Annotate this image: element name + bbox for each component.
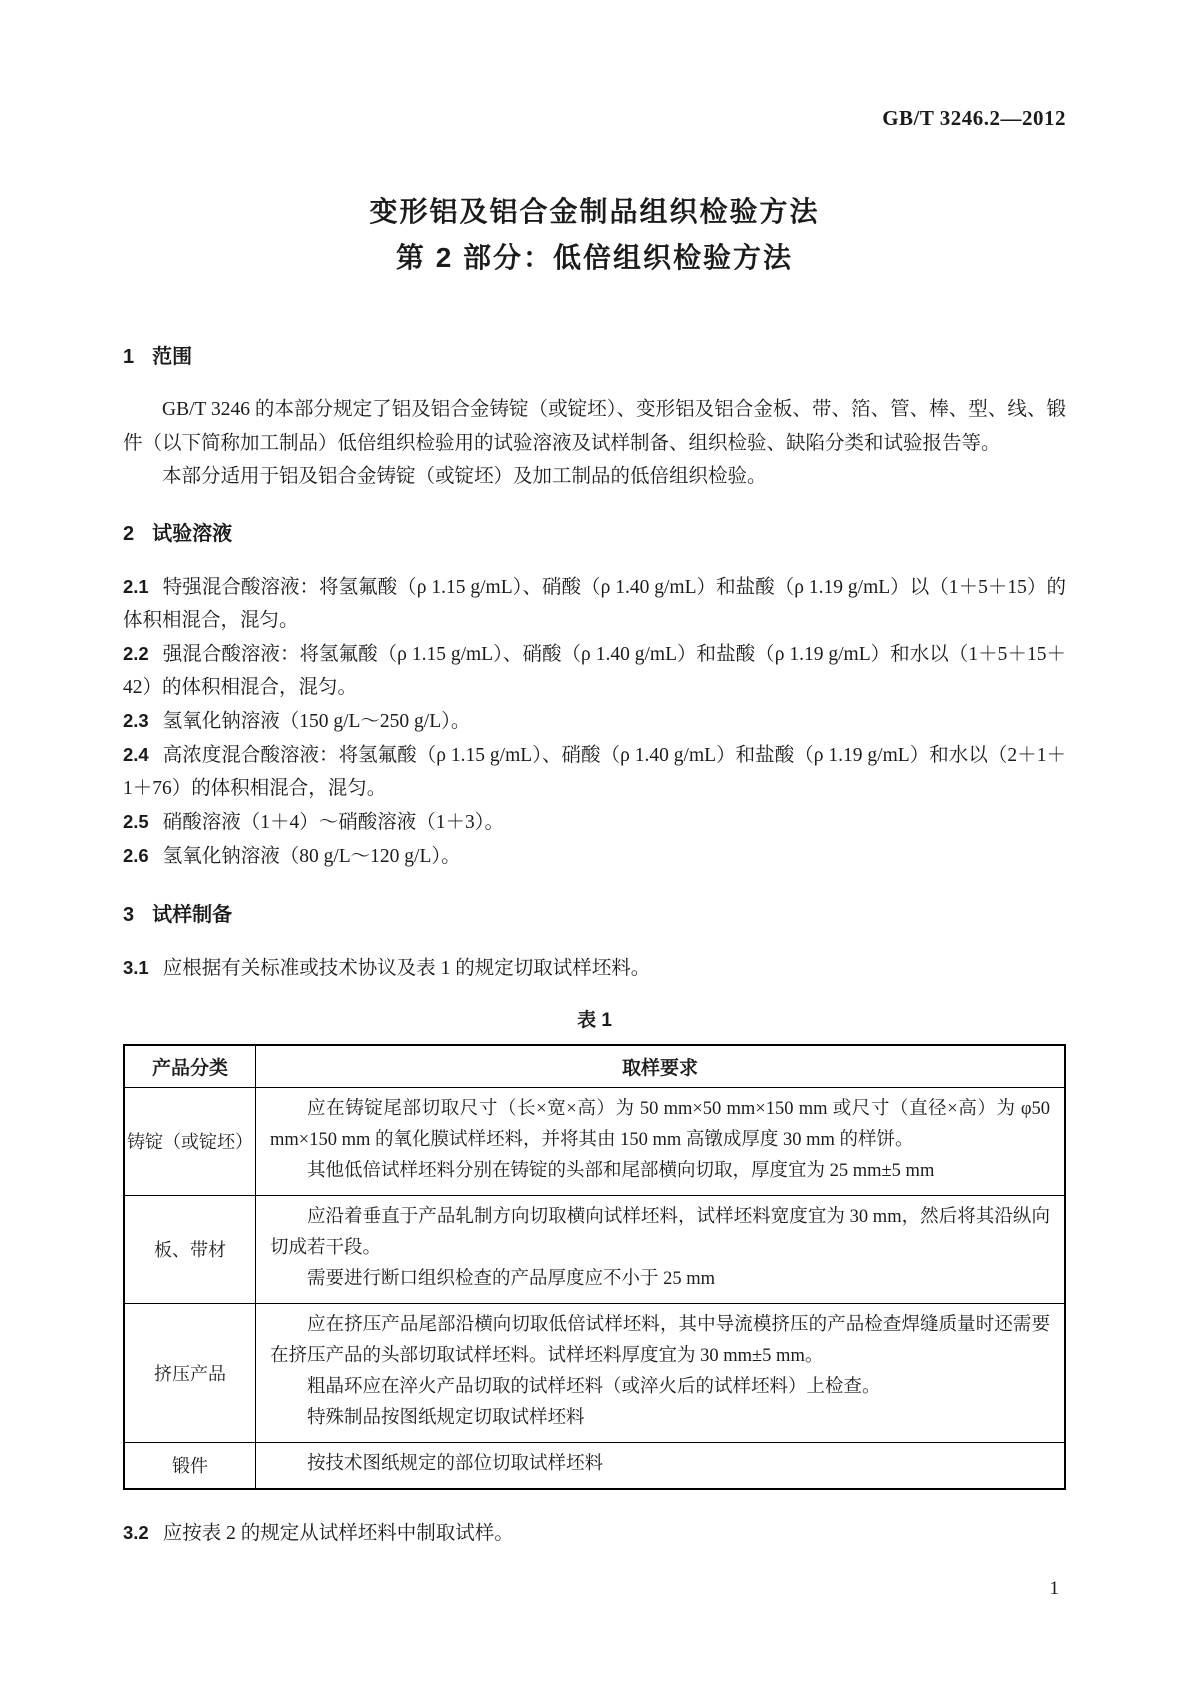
clause-2-6 xyxy=(123,839,1066,873)
clause-2-6-number: 2.6 xyxy=(123,844,149,866)
clause-2-1 xyxy=(123,570,1066,637)
clause-2-1-text: 特强混合酸溶液：将氢氟酸（ρ 1.15 g/mL）、硝酸（ρ 1.40 g/mL）和盐酸（ρ 1.19 g/mL）以（1＋5＋15）的体积相混合，混匀。 xyxy=(123,576,1066,631)
table-paragraph: 粗晶环应在淬火产品切取的试样坯料（或淬火后的试样坯料）上检查。 xyxy=(307,1376,881,1397)
section-1-heading xyxy=(123,345,1066,369)
table-paragraph: 应在挤压产品尾部沿横向切取低倍试样坯料，其中导流模挤压的产品检查焊缝质量时还需要在挤压产品的头部切取试样坯料。试样坯料厚度宜为 30 mm±5 mm。 xyxy=(270,1314,1050,1366)
table-1 xyxy=(123,1044,1066,1490)
table-1-caption: 表 1 xyxy=(577,1009,612,1031)
clause-2-2-number: 2.2 xyxy=(123,642,149,664)
table-paragraph: 需要进行断口组织检查的产品厚度应不小于 25 mm xyxy=(307,1268,716,1289)
document-title-line1: 变形铝及铝合金制品组织检验方法 xyxy=(369,196,820,227)
table-header-requirement: 取样要求 xyxy=(256,1045,1066,1088)
clause-3-1-text: 应根据有关标准或技术协议及表 1 的规定切取试样坯料。 xyxy=(162,957,651,979)
clause-2-4-text: 高浓度混合酸溶液：将氢氟酸（ρ 1.15 g/mL）、硝酸（ρ 1.40 g/mL）和盐酸（ρ 1.19 g/mL）和水以（2＋1＋1＋76）的体积相混合，混匀。 xyxy=(123,744,1066,799)
clause-3-1 xyxy=(123,951,1066,985)
clause-2-3-number: 2.3 xyxy=(123,709,149,731)
table-paragraph: 其他低倍试样坯料分别在铸锭的头部和尾部横向切取，厚度宜为 25 mm±5 mm xyxy=(307,1160,935,1181)
table-cell-requirement xyxy=(256,1195,1066,1303)
section-3-heading xyxy=(123,903,1066,927)
clause-3-2-text: 应按表 2 的规定从试样坯料中制取试样。 xyxy=(162,1522,514,1544)
section-1-number: 1 xyxy=(123,346,135,368)
clause-2-1-number: 2.1 xyxy=(123,575,149,597)
scope-paragraph-1: GB/T 3246 的本部分规定了铝及铝合金铸锭（或锭坯）、变形铝及铝合金板、带、箔、管、棒、型、线、锻件（以下简称加工制品）低倍组织检验用的试验溶液及试样制备、组织检验、缺陷分类和试验报告等。 xyxy=(123,399,1066,454)
section-3-title: 试样制备 xyxy=(152,903,233,926)
section-2-heading xyxy=(123,522,1066,546)
table-cell-requirement xyxy=(256,1442,1066,1489)
standard-number: GB/T 3246.2—2012 xyxy=(882,106,1066,130)
table-row xyxy=(124,1195,1065,1303)
clause-2-5-text: 硝酸溶液（1＋4）～硝酸溶液（1＋3）。 xyxy=(162,811,504,833)
table-paragraph: 特殊制品按图纸规定切取试样坯料 xyxy=(307,1407,585,1428)
table-header-row xyxy=(124,1045,1065,1088)
clause-2-3 xyxy=(123,704,1066,738)
clause-3-2-number: 3.2 xyxy=(123,1521,149,1543)
table-cell-category: 挤压产品 xyxy=(124,1303,256,1442)
table-cell-category: 板、带材 xyxy=(124,1195,256,1303)
document-title-line2: 第 2 部分：低倍组织检验方法 xyxy=(395,242,794,273)
section-1-title: 范围 xyxy=(152,346,193,368)
table-cell-requirement xyxy=(256,1087,1066,1195)
section-3-number: 3 xyxy=(123,903,135,926)
clause-2-2-text: 强混合酸溶液：将氢氟酸（ρ 1.15 g/mL）、硝酸（ρ 1.40 g/mL）和盐酸（ρ 1.19 g/mL）和水以（1＋5＋15＋42）的体积相混合，混匀。 xyxy=(123,643,1066,698)
table-row xyxy=(124,1442,1065,1489)
table-header-category: 产品分类 xyxy=(124,1045,256,1088)
clause-2-4-number: 2.4 xyxy=(123,743,149,765)
section-2-number: 2 xyxy=(123,522,135,545)
table-row xyxy=(124,1303,1065,1442)
clause-2-5 xyxy=(123,805,1066,839)
clause-2-6-text: 氢氧化钠溶液（80 g/L～120 g/L）。 xyxy=(162,845,461,867)
table-paragraph: 应沿着垂直于产品轧制方向切取横向试样坯料，试样坯料宽度宜为 30 mm，然后将其沿纵向切成若干段。 xyxy=(270,1206,1050,1258)
scope-paragraph-2: 本部分适用于铝及铝合金铸锭（或锭坯）及加工制品的低倍组织检验。 xyxy=(162,466,767,487)
clause-3-1-number: 3.1 xyxy=(123,956,149,978)
table-paragraph: 按技术图纸规定的部位切取试样坯料 xyxy=(307,1453,604,1474)
clause-3-2 xyxy=(123,1516,1066,1550)
table-paragraph: 应在铸锭尾部切取尺寸（长×宽×高）为 50 mm×50 mm×150 mm 或尺寸（直径×高）为 φ50 mm×150 mm 的氧化膜试样坯料，并将其由 150 mm 高镦成厚度 30 mm 的样饼。 xyxy=(270,1098,1050,1150)
page-number: 1 xyxy=(1049,1578,1059,1599)
clause-2-2 xyxy=(123,637,1066,704)
clause-2-4 xyxy=(123,738,1066,805)
table-row xyxy=(124,1087,1065,1195)
document-title xyxy=(123,189,1066,281)
clause-2-3-text: 氢氧化钠溶液（150 g/L～250 g/L）。 xyxy=(162,710,471,732)
table-cell-category: 铸锭（或锭坯） xyxy=(124,1087,256,1195)
clause-2-5-number: 2.5 xyxy=(123,810,149,832)
table-cell-category: 锻件 xyxy=(124,1442,256,1489)
table-cell-requirement xyxy=(256,1303,1066,1442)
section-2-title: 试验溶液 xyxy=(152,522,233,545)
